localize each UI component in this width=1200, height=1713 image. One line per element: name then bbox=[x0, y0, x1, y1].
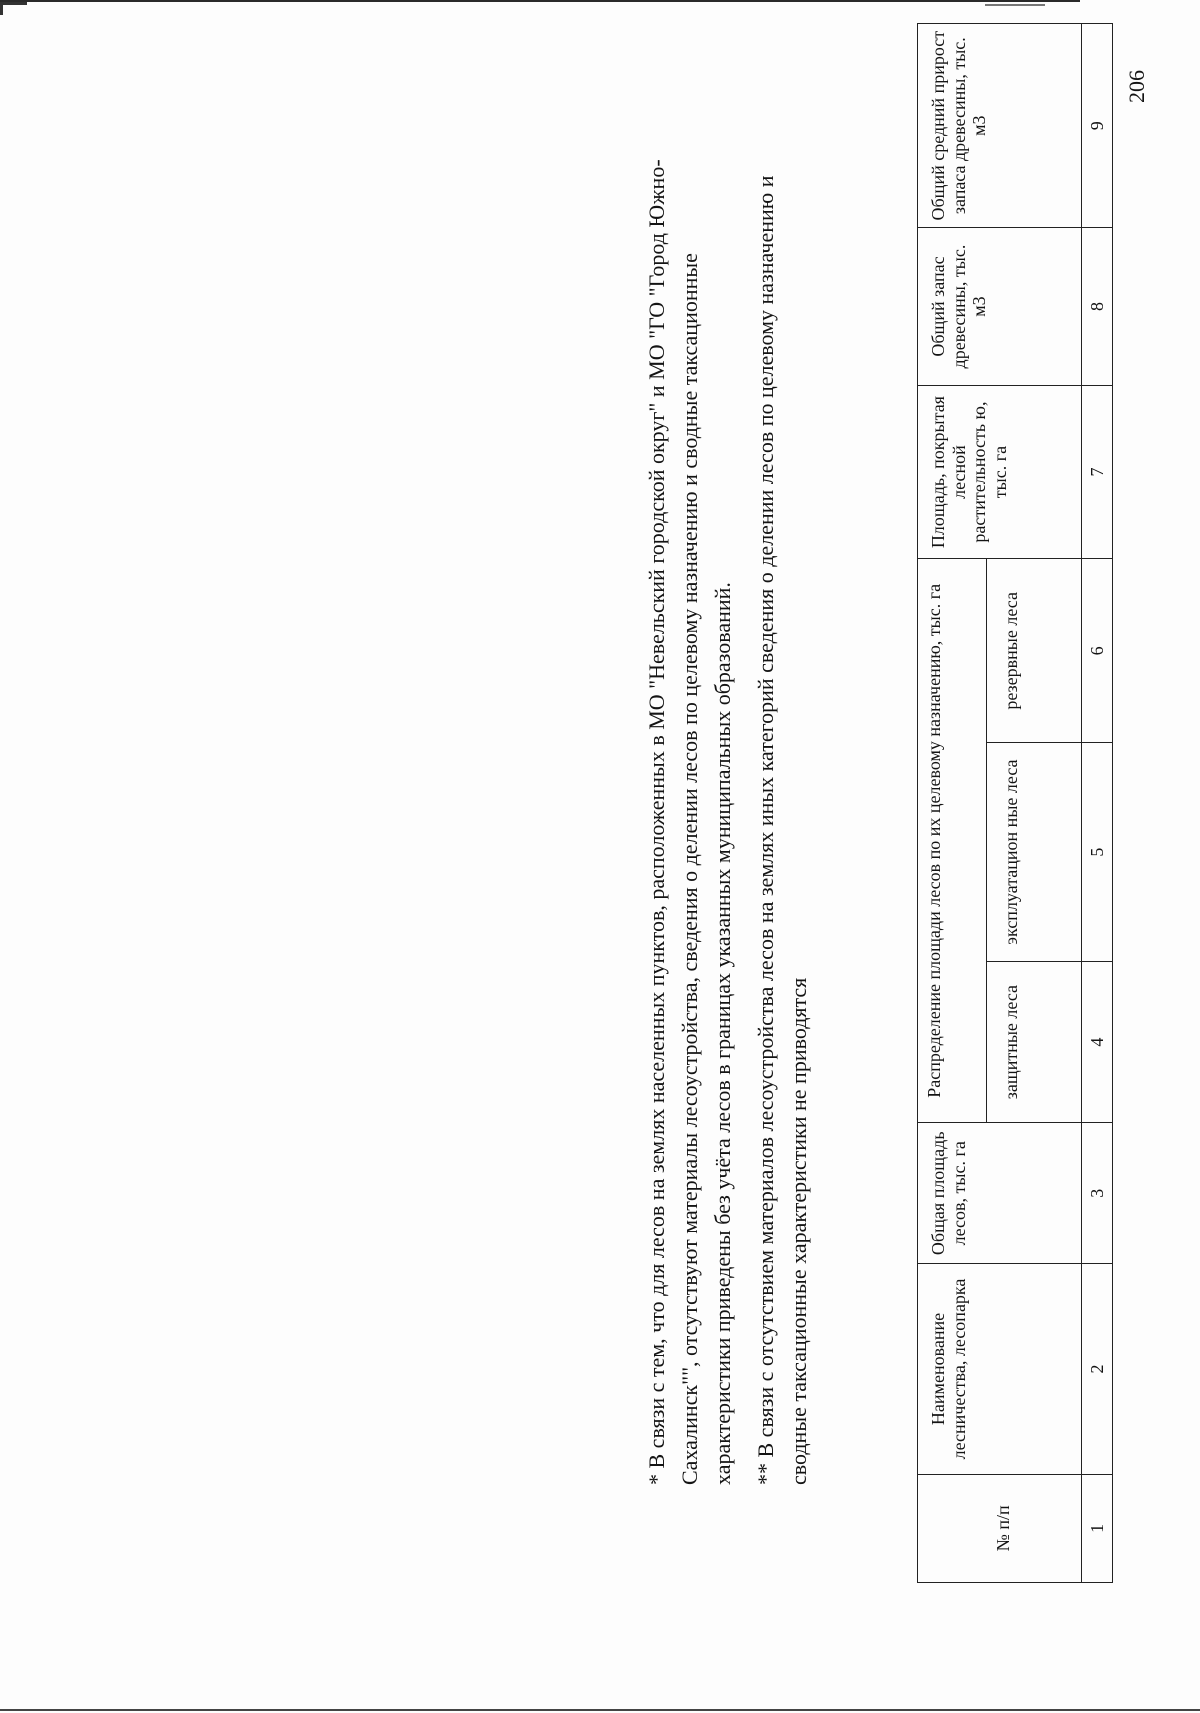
header-wood-stock: Общий запас древесины, тыс. м3 bbox=[918, 228, 1082, 385]
page-number: 206 bbox=[1124, 70, 1149, 103]
forest-distribution-table bbox=[917, 23, 1113, 1583]
header-forestry-name: Наименование лесничества, лесопарка bbox=[918, 1264, 1082, 1474]
column-number-cell: 4 bbox=[1082, 961, 1113, 1122]
header-exploitation-forests: эксплуатацион ные леса bbox=[987, 743, 1082, 962]
header-number: № п/п bbox=[918, 1474, 1082, 1582]
column-number-cell: 9 bbox=[1082, 24, 1113, 228]
footnote-1: * В связи с тем, что для лесов на землях населенных пунктов, расположенных в МО "Невельский городской округ" и МО "ГО "Город Южно-Сахалинск"", отсутствуют материалы лесоустройства, сведения о делении лесов по целевому назначению и сводные таксационные характеристики приведены без учёта лесов в границах указанных муниципальных образований. bbox=[644, 159, 735, 1485]
header-average-growth: Общий средний прирост запаса древесины, тыс. м3 bbox=[918, 24, 1082, 228]
column-number-cell: 2 bbox=[1082, 1264, 1113, 1474]
header-covered-area: Площадь, покрытая лесной растительность ю, тыс. га bbox=[918, 385, 1082, 559]
header-reserve-forests: резервные леса bbox=[987, 559, 1082, 743]
header-total-area: Общая площадь лесов, тыс. га bbox=[918, 1123, 1082, 1264]
footnote-2: ** В связи с отсутствием материалов лесоустройства лесов на землях иных категорий сведения о делении лесов по целевому назначению и сводные таксационные характеристики не приводятся bbox=[753, 175, 811, 1485]
column-number-row bbox=[1082, 24, 1113, 1583]
column-number-cell: 8 bbox=[1082, 228, 1113, 385]
column-number-cell: 1 bbox=[1082, 1474, 1113, 1582]
column-number-cell: 5 bbox=[1082, 743, 1113, 962]
header-protective-forests: защитные леса bbox=[987, 961, 1082, 1122]
column-number-cell: 7 bbox=[1082, 385, 1113, 559]
column-number-cell: 3 bbox=[1082, 1123, 1113, 1264]
header-distribution-group: Распределение площади лесов по их целевому назначению, тыс. га bbox=[918, 559, 987, 1123]
header-row-1 bbox=[918, 24, 987, 1583]
footnotes bbox=[640, 105, 815, 1485]
column-number-cell: 6 bbox=[1082, 559, 1113, 743]
